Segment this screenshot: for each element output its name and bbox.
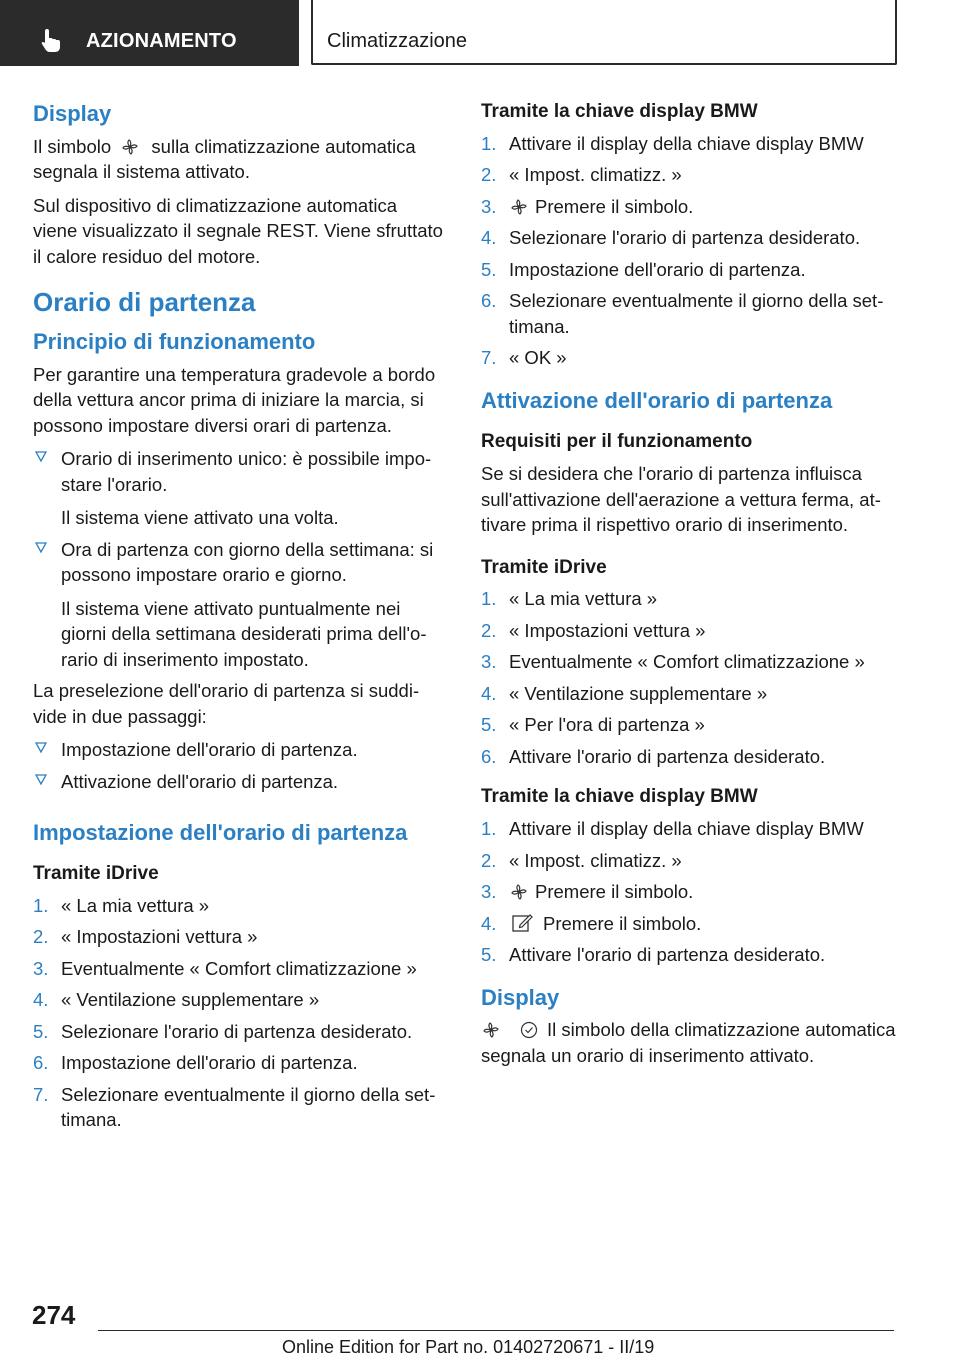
step-number: 4.	[481, 682, 497, 704]
idrive-steps-list	[33, 893, 445, 1133]
subheading-idrive: Tramite iDrive	[481, 556, 607, 578]
list-item	[33, 987, 445, 1013]
list-item	[481, 288, 897, 339]
step-number: 4.	[481, 227, 497, 249]
step-text: « Ventilazione supplementare »	[509, 682, 768, 704]
step-text: « Per l'ora di partenza »	[509, 714, 705, 736]
bullet-triangle-icon	[35, 451, 47, 463]
subheading-key-display-2: Tramite la chiave display BMW	[481, 786, 758, 808]
bullet-text: Impostazione dell'orario di partenza.	[61, 739, 358, 761]
footer-divider	[98, 1330, 894, 1331]
step-number: 5.	[33, 1020, 49, 1042]
key-steps-list	[481, 131, 897, 371]
step-number: 6.	[33, 1052, 49, 1074]
step-text: Impostazione dell'orario di partenza.	[61, 1052, 358, 1074]
list-item	[481, 848, 897, 874]
display-text-part1: Il simbolo	[33, 135, 112, 157]
subheading-key-display: Tramite la chiave display BMW	[481, 101, 758, 122]
subheading-principio: Principio di funzionamento	[33, 329, 316, 355]
display-paragraph-1	[33, 134, 445, 185]
step-text: « OK »	[509, 347, 567, 369]
list-item	[481, 744, 897, 770]
step-number: 6.	[481, 290, 497, 312]
display-text-part2: sulla climatizzazione automatica segnala il sistema attivato.	[33, 135, 416, 183]
step-text: Selezionare eventualmente il giorno della settimana.	[61, 1083, 436, 1131]
mode-bullet-list	[33, 446, 445, 672]
step-text: « La mia vettura »	[61, 894, 210, 916]
list-item	[481, 942, 897, 968]
step-text: Attivare il display della chiave display BMW	[509, 818, 864, 840]
bullet-text: Ora di partenza con giorno della settimana: si possono impostare orario e giorno.	[61, 538, 434, 586]
step-number: 1.	[481, 588, 497, 610]
list-item	[481, 618, 897, 644]
step-text: « Impost. climatizz. »	[509, 849, 682, 871]
list-item	[481, 712, 897, 738]
step-text: « Impost. climatizz. »	[509, 164, 682, 186]
bullet-triangle-icon	[35, 542, 47, 554]
bullet-subtext: Il sistema viene attivato una volta.	[61, 507, 339, 529]
step-text: Attivare il display della chiave display BMW	[509, 132, 864, 154]
step-number: 1.	[481, 818, 497, 840]
step-number: 3.	[481, 651, 497, 673]
step-text: « La mia vettura »	[509, 588, 658, 610]
step-number: 2.	[481, 619, 497, 641]
step-number: 7.	[33, 1083, 49, 1105]
display-paragraph-2: Sul dispositivo di climatizzazione automatica viene visualizzato il segnale REST. Viene sfruttato il calore residuo del motore.	[33, 194, 443, 267]
display-paragraph-right	[481, 1017, 897, 1068]
display-right-text: Il simbolo della climatizzazione automatica segnala un orario di inserimento attivato.	[481, 1019, 896, 1066]
principio-paragraph: Per garantire una temperatura gradevole a bordo della vettura ancor prima di iniziare la marcia, si possono impostare diversi orari di partenza.	[33, 363, 436, 436]
step-text: Attivare l'orario di partenza desiderato.	[509, 745, 826, 767]
step-text: « Ventilazione supplementare »	[61, 989, 320, 1011]
section-heading-display: Display	[33, 101, 112, 126]
right-column	[481, 100, 897, 1076]
left-column	[33, 100, 445, 1139]
section-heading-orario: Orario di partenza	[33, 287, 256, 318]
list-item	[481, 586, 897, 612]
list-item	[481, 257, 897, 283]
chapter-label: Climatizzazione	[327, 30, 468, 52]
step-text: Premere il simbolo.	[535, 881, 694, 903]
list-item	[481, 194, 897, 220]
requisiti-paragraph: Se si desidera che l'orario di partenza influisca sull'attivazione dell'aerazione a vettura ferma, attivare prima il rispettivo orario di inserimento.	[481, 463, 881, 536]
step-number: 5.	[481, 944, 497, 966]
step-text: « Impostazioni vettura »	[509, 619, 706, 641]
ventilation-fan-icon	[509, 883, 529, 901]
list-item	[481, 681, 897, 707]
list-item	[33, 893, 445, 919]
step-number: 1.	[481, 132, 497, 154]
idrive-steps-list	[481, 586, 897, 769]
list-item	[33, 537, 445, 673]
subheading-requisiti: Requisiti per il funzionamento	[481, 431, 753, 453]
list-item	[481, 345, 897, 371]
step-number: 2.	[33, 926, 49, 948]
edit-icon	[511, 912, 533, 934]
ventilation-fan-icon	[120, 138, 140, 156]
step-text: Impostazione dell'orario di partenza.	[509, 258, 806, 280]
section-heading-display-2: Display	[481, 984, 560, 1010]
step-number: 4.	[33, 989, 49, 1011]
list-item	[481, 879, 897, 905]
list-item	[33, 1050, 445, 1076]
step-number: 2.	[481, 849, 497, 871]
preselezione-paragraph: La preselezione dell'orario di partenza si suddivide in due passaggi:	[33, 680, 420, 727]
step-number: 5.	[481, 714, 497, 736]
step-text: « Impostazioni vettura »	[61, 926, 258, 948]
list-item	[481, 649, 897, 675]
chapter-tab	[311, 0, 897, 65]
list-item	[481, 225, 897, 251]
step-number: 3.	[33, 957, 49, 979]
page-number: 274	[32, 1300, 76, 1330]
list-item	[33, 737, 445, 763]
list-item	[33, 446, 445, 531]
bullet-text: Attivazione dell'orario di partenza.	[61, 770, 339, 792]
bullet-triangle-icon	[35, 742, 47, 754]
step-text: Premere il simbolo.	[535, 195, 694, 217]
step-number: 2.	[481, 164, 497, 186]
subheading-attivazione: Attivazione dell'orario di partenza	[481, 387, 833, 413]
step-text: Eventualmente « Comfort climatizzazione »	[509, 651, 865, 673]
step-text: Eventualmente « Comfort climatizzazione »	[61, 957, 417, 979]
list-item	[33, 1082, 445, 1133]
step-number: 3.	[481, 881, 497, 903]
section-label: AZIONAMENTO	[86, 30, 237, 52]
step-text: Selezionare eventualmente il giorno della settimana.	[509, 290, 884, 337]
list-item	[33, 924, 445, 950]
step-number: 3.	[481, 195, 497, 217]
bullet-text: Orario di inserimento unico: è possibile impostare l'orario.	[61, 448, 432, 495]
step-text: Attivare l'orario di partenza desiderato.	[509, 944, 826, 966]
ventilation-fan-icon	[509, 198, 529, 216]
list-item	[481, 911, 897, 937]
hand-pointer-icon	[38, 27, 64, 53]
step-number: 7.	[481, 347, 497, 369]
page-header	[0, 0, 960, 66]
subheading-impostazione: Impostazione dell'orario di partenza	[33, 819, 408, 845]
ventilation-fan-icon	[481, 1021, 501, 1039]
step-text: Premere il simbolo.	[543, 912, 702, 934]
list-item	[33, 769, 445, 795]
step-text: Selezionare l'orario di partenza desiderato.	[61, 1020, 413, 1042]
list-item	[33, 956, 445, 982]
step-text: Selezionare l'orario di partenza desiderato.	[509, 227, 861, 249]
steps-bullet-list	[33, 737, 445, 794]
step-number: 1.	[33, 894, 49, 916]
subheading-idrive: Tramite iDrive	[33, 863, 159, 884]
bullet-subtext: Il sistema viene attivato puntualmente nei giorni della settimana desiderati prima dell'orario di inserimento impostato.	[61, 597, 427, 670]
list-item	[481, 816, 897, 842]
list-item	[481, 131, 897, 157]
list-item	[33, 1019, 445, 1045]
footer-edition: Online Edition for Part no. 01402720671 - II/19	[282, 1337, 655, 1357]
step-number: 6.	[481, 745, 497, 767]
step-number: 4.	[481, 912, 497, 934]
list-item	[481, 162, 897, 188]
step-number: 5.	[481, 258, 497, 280]
bullet-triangle-icon	[35, 774, 47, 786]
timer-icon	[519, 1021, 539, 1039]
key2-steps-list	[481, 816, 897, 968]
section-tab	[0, 0, 299, 66]
